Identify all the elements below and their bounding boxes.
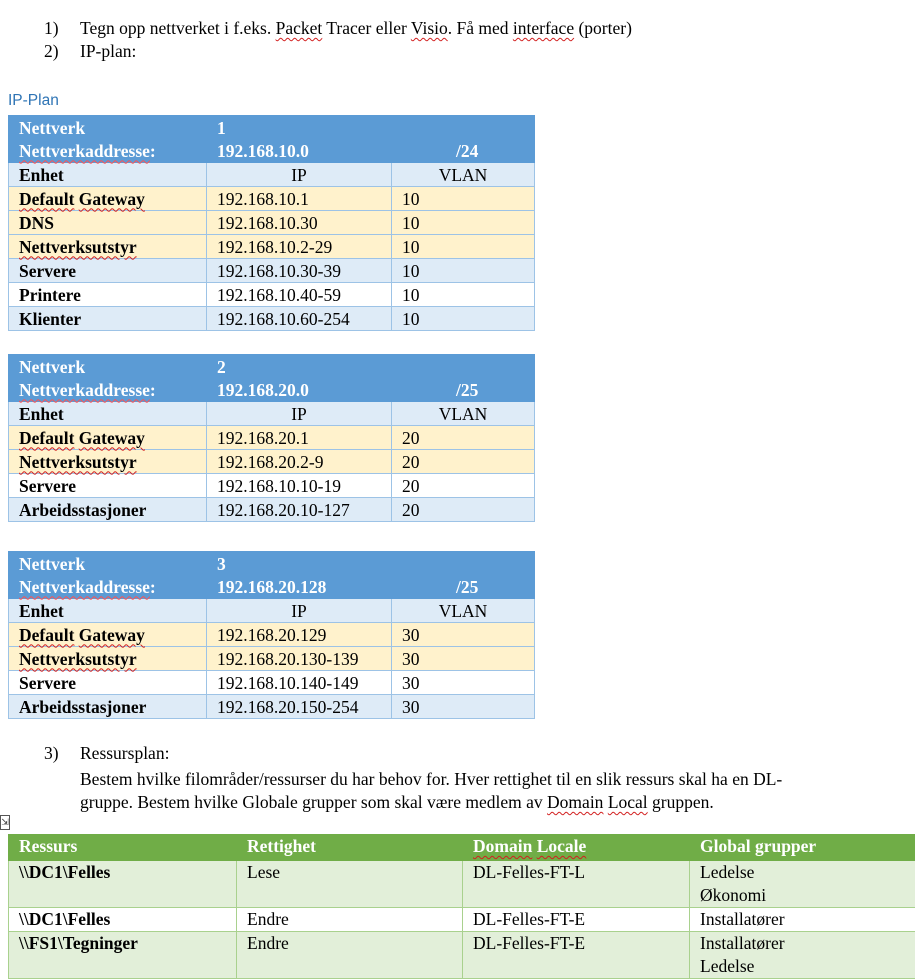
table-row: Default Gateway 192.168.20.129 30 xyxy=(9,623,535,647)
table-row: DNS 192.168.10.30 10 xyxy=(9,211,535,235)
resource-plan-description: Bestem hvilke filområder/ressurser du har behov for. Hver rettighet til en slik ressurs skal ha en DL- gruppe. Bestem hvilke Globale grupper som skal være medlem av Domain Local gruppen. xyxy=(80,768,900,814)
table-row: Arbeidsstasjoner 192.168.20.10-127 20 xyxy=(9,498,535,522)
table-row: \\DC1\Felles Endre DL-Felles-FT-E Installatører xyxy=(9,908,915,932)
table-row: Nettverksutstyr 192.168.10.2-29 10 xyxy=(9,235,535,259)
list-item-3: 3) Ressursplan: xyxy=(44,742,169,765)
table-row: Nettverkaddresse: 192.168.20.128 /25 xyxy=(9,575,535,599)
table-header-row: Ressurs Rettighet Domain Locale Global grupper xyxy=(9,835,915,861)
table-row: Nettverkaddresse: 192.168.20.0 /25 xyxy=(9,378,535,402)
table-row: Nettverk 2 xyxy=(9,355,535,379)
table-row: Servere 192.168.10.140-149 30 xyxy=(9,671,535,695)
table-row: Servere 192.168.10.10-19 20 xyxy=(9,474,535,498)
table-row: \\DC1\Felles Lese DL-Felles-FT-L Ledelse Økonomi xyxy=(9,861,915,908)
table-row: Servere 192.168.10.30-39 10 xyxy=(9,259,535,283)
table-row: \\FS1\Tegninger Endre DL-Felles-FT-E Installatører Ledelse xyxy=(9,932,915,979)
table-row: Nettverk 1 xyxy=(9,116,535,140)
resource-table xyxy=(8,834,915,979)
table-row: Arbeidsstasjoner 192.168.20.150-254 30 xyxy=(9,695,535,719)
table-row: Default Gateway 192.168.10.1 10 xyxy=(9,187,535,211)
table-row: Nettverksutstyr 192.168.20.130-139 30 xyxy=(9,647,535,671)
network-table-1 xyxy=(8,115,535,331)
network-table-3 xyxy=(8,551,535,719)
list-item-1: 1) Tegn opp nettverket i f.eks. Packet Tracer eller Visio. Få med interface (porter) xyxy=(44,17,632,40)
instruction-list xyxy=(44,17,632,63)
table-row: Default Gateway 192.168.20.1 20 xyxy=(9,426,535,450)
table-header-row: Enhet IP VLAN xyxy=(9,599,535,623)
table-header-row: Enhet IP VLAN xyxy=(9,402,535,426)
table-header-row: Enhet IP VLAN xyxy=(9,163,535,187)
table-row: Nettverksutstyr 192.168.20.2-9 20 xyxy=(9,450,535,474)
network-table-2 xyxy=(8,354,535,522)
list-item-2: 2) IP-plan: xyxy=(44,40,632,63)
ip-plan-heading: IP-Plan xyxy=(8,92,59,110)
table-row: Printere 192.168.10.40-59 10 xyxy=(9,283,535,307)
table-row: Nettverkaddresse: 192.168.10.0 /24 xyxy=(9,139,535,163)
table-row: Klienter 192.168.10.60-254 10 xyxy=(9,307,535,331)
table-move-handle-icon[interactable]: ⇲ xyxy=(0,815,10,830)
table-row: Nettverk 3 xyxy=(9,552,535,576)
